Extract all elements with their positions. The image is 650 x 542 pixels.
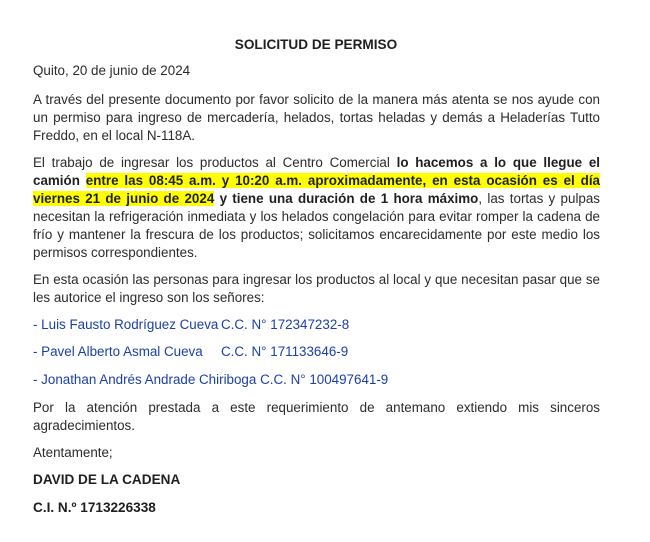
person-item [33, 371, 600, 389]
signer-name: DAVID DE LA CADENA [33, 472, 181, 487]
paragraph-schedule [33, 154, 600, 262]
paragraph-persons-intro: En esta ocasión las personas para ingresar los productos al local y que necesitan pasar que se les autorice el ingreso son los señores: [33, 272, 600, 305]
schedule-bold-text: lo hacemos a lo que llegue el camión [33, 155, 600, 188]
signer-id: C.I. N.º 1713226338 [33, 500, 156, 515]
schedule-text-start: El trabajo de ingresar los productos al Centro Comercial [33, 155, 397, 170]
schedule-text-end: , las tortas y pulpas necesitan la refrigeración inmediata y los helados congelación para evitar romper la cadena de frío y mantener la frescura de los productos; solicitamos encarecidamente por este medio los permisos correspondientes. [33, 191, 601, 260]
person-id: C.C. N° 100497641-9 [260, 372, 389, 387]
schedule-highlighted-text: entre las 08:45 a.m. y 10:20 a.m. aproximadamente, en esta ocasión es el día viernes 21 de junio de 2024 [33, 173, 600, 206]
person-item [33, 316, 600, 334]
person-id: C.C. N° 172347232-8 [221, 317, 350, 332]
person-item [33, 343, 600, 361]
schedule-duration-text: y tiene una duración de 1 hora máximo [214, 191, 479, 206]
person-id: C.C. N° 171133646-9 [221, 344, 349, 359]
person-name: - Jonathan Andrés Andrade Chiriboga [33, 372, 257, 387]
paragraph-closing: Por la atención prestada a este requerimiento de antemano extiendo mis sinceros agradecimientos. [33, 400, 600, 433]
document-title: SOLICITUD DE PERMISO [234, 37, 398, 52]
date-line: Quito, 20 de junio de 2024 [33, 63, 191, 78]
person-name: - Luis Fausto Rodríguez Cueva [33, 317, 219, 332]
person-name: - Pavel Alberto Asmal Cueva [33, 344, 203, 359]
salutation: Atentamente; [33, 445, 113, 460]
paragraph-intro: A través del presente documento por favor solicito de la manera más atenta se nos ayude con un permiso para ingreso de mercadería, helados, tortas heladas y demás a Heladerías Tutto Freddo, en el local N-118A. [33, 92, 600, 143]
